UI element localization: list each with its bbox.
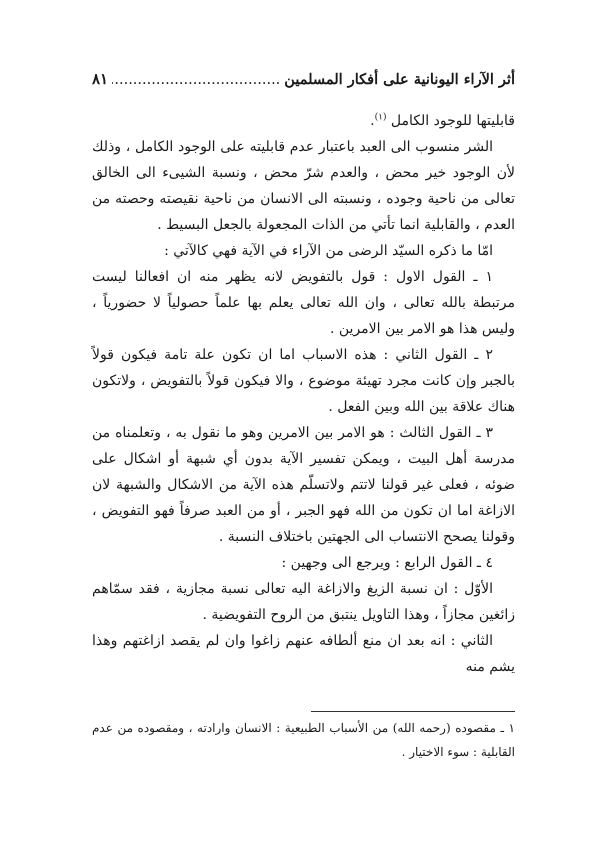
footnote-marker: (١) [374,112,387,123]
paragraph-end: . [370,113,375,129]
page-number: ٨١ [92,70,109,88]
paragraph: الشر منسوب الى العبد باعتبار عدم قابليته على الوجود الكامل ، وذلك لأن الوجود خير محض ، والعدم شرّ محض ، ونسبة الشيىء الى الخالق تعالى من ناحية وجوده ، ونسبته الى الانسان من ناحية نقيصته وحصته من العدم ، والقابلية انما تأتي من الذات المجعولة بالجعل البسيط . [92,139,515,233]
page-header [92,70,515,94]
paragraph: ٤ ـ القول الرابع : ويرجع الى وجهين : [281,555,493,571]
paragraph: الأوّل : ان نسبة الزيغ والازاغة اليه تعالى نسبة مجازية ، فقد سمّاهم زائغين مجازاً ، وهذا التاويل ينتبق من الروح التفويضية . [92,581,515,623]
paragraph-text: قابليتها للوجود الكامل [390,113,515,129]
footnote-separator [311,711,515,712]
paragraph: ٣ ـ القول الثالث : هو الامر بين الامرين وهو ما نقول به ، وتعلمناه من مدرسة أهل البيت ، ويمكن تفسير الآية بدون أي شبهة أو اشكال على ضوئه ، فعلى غير قولنا لاتتم ولاتسلّم هذه الآية من الاشكال والشبهة لان الازاغة اما ان تكون من الله فهو الجبر ، أو من العبد صرفاً فهو التفويض ، وقولنا يصحح الانتساب الى الجهتين باختلاف النسبة . [92,425,515,545]
paragraph: ١ ـ القول الاول : قول بالتفويض لانه يظهر منه ان افعالنا ليست مرتبطة بالله تعالى ، وان الله تعالى يعلم بها علماً حصولياً لا حضورياً ، وليس هذا هو الامر بين الامرين . [92,269,515,337]
leader-dots [112,72,280,88]
footnote-1: ١ ـ مقصوده (رحمه الله) من الأسباب الطبيعية : الانسان وارادته ، ومقصوده من عدم القابلية : سوء الاختيار . [92,721,515,759]
paragraph: الثاني : انه بعد ان منع ألطافه عنهم زاغوا وان لم يقصد ازاغتهم وهذا يشم منه [92,633,515,675]
paragraph: امّا ما ذكره السيّد الرضى من الآراء في الآية فهي كالآتي : [164,243,493,259]
paragraph [92,108,515,134]
page-body [92,108,515,680]
paragraph: ٢ ـ القول الثاني : هذه الاسباب اما ان تكون علة تامة فيكون قولاً بالجبر وإن كانت مجرد تهيئة موضوع ، والا فيكون قولاً بالتفويض ، ولاتكون هناك علاقة بين الله وبين الفعل . [92,347,515,415]
running-title: أثر الآراء اليونانية على أفكار المسلمين [284,71,515,88]
footnotes [92,716,515,764]
